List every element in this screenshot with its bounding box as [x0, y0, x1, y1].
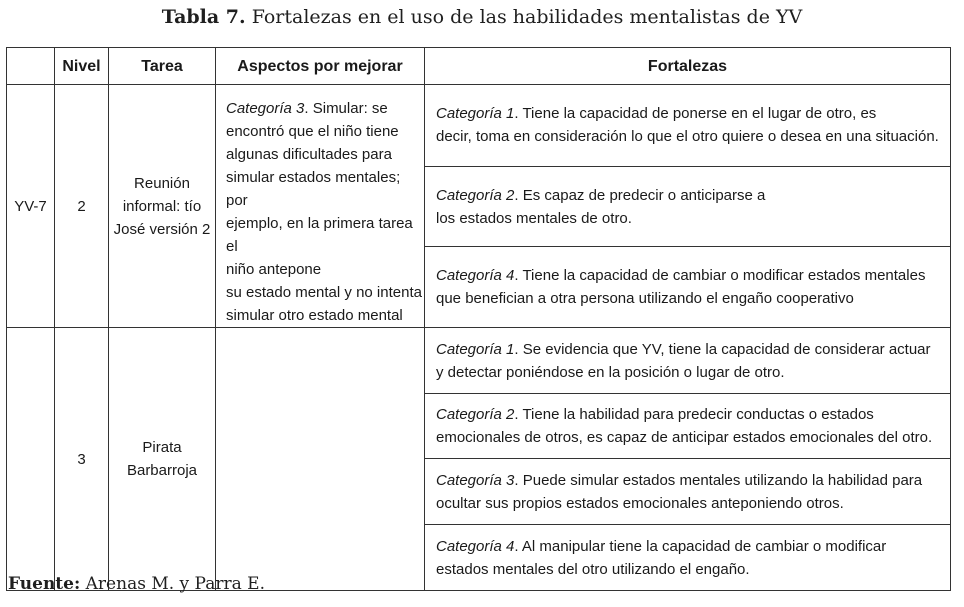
fortaleza-category: Categoría 2	[436, 186, 515, 204]
fortaleza-text: que benefician a otra persona utilizando el engaño cooperativo	[436, 290, 854, 308]
header-row	[7, 48, 951, 85]
fortaleza-cell	[425, 525, 951, 591]
table-row	[7, 85, 951, 167]
fortaleza-text: decir, toma en consideración lo que el otro quiere o desea en una situación.	[436, 128, 939, 146]
aspectos-line: ejemplo, en la primera tarea el	[226, 215, 413, 255]
fortaleza-text: emocionales de otros, es capaz de anticipar estados emocionales del otro.	[436, 429, 933, 446]
fortaleza-category: Categoría 3	[436, 471, 515, 489]
fortaleza-cell	[425, 85, 951, 167]
tarea-cell	[109, 328, 216, 591]
nivel-cell: 2	[55, 85, 109, 328]
aspectos-line: simular otro estado mental	[226, 307, 403, 324]
nivel-cell: 3	[55, 328, 109, 591]
fortaleza-text: . Se evidencia que YV, tiene la capacidad de considerar actuar	[514, 340, 931, 358]
fortaleza-text: . Tiene la habilidad para predecir conductas o estados	[514, 406, 874, 423]
tarea-line: José versión 2	[113, 220, 211, 238]
source-text: Arenas M. y Parra E.	[85, 574, 265, 594]
fortaleza-cell	[425, 247, 951, 328]
fortaleza-text: . Puede simular estados mentales utilizando la habilidad para	[514, 471, 923, 489]
header-fortalezas: Fortalezas	[425, 48, 951, 85]
fortaleza-cell	[425, 328, 951, 394]
source-label: Fuente:	[8, 574, 81, 594]
aspectos-line: simular estados mentales; por	[226, 169, 401, 209]
header-aspectos: Aspectos por mejorar	[216, 48, 425, 85]
fortaleza-category: Categoría 4	[436, 537, 515, 555]
fortaleza-category: Categoría 1	[436, 105, 515, 123]
fortaleza-text: . Tiene la capacidad de ponerse en el lugar de otro, es	[514, 105, 877, 123]
table-row	[7, 328, 951, 394]
tarea-cell	[109, 85, 216, 328]
fortaleza-cell	[425, 166, 951, 247]
header-blank	[7, 48, 55, 85]
fortaleza-text: los estados mentales de otro.	[436, 209, 632, 227]
aspectos-line: su estado mental y no intenta	[226, 284, 422, 301]
subject-cell: YV-7	[7, 85, 55, 328]
fortaleza-text: estados mentales del otro utilizando el engaño.	[436, 560, 750, 578]
source-note	[8, 574, 265, 594]
fortaleza-cell	[425, 394, 951, 459]
aspectos-line: algunas dificultades para	[226, 146, 392, 163]
aspectos-cell	[216, 328, 425, 591]
strengths-table	[6, 47, 951, 591]
header-tarea: Tarea	[109, 48, 216, 85]
subject-cell-empty	[7, 328, 55, 591]
table-caption-label: Tabla 7.	[161, 6, 246, 28]
fortaleza-category: Categoría 1	[436, 340, 515, 358]
aspectos-line: . Simular: se	[304, 100, 388, 117]
fortaleza-text: ocultar sus propios estados emocionales anteponiendo otros.	[436, 494, 844, 512]
fortaleza-text: . Tiene la capacidad de cambiar o modificar estados mentales	[514, 267, 926, 285]
tarea-line: Pirata	[142, 439, 182, 456]
aspectos-line: encontró que el niño tiene	[226, 123, 399, 140]
aspectos-cell	[216, 85, 425, 328]
aspectos-category: Categoría 3	[226, 100, 305, 117]
tarea-line: informal: tío	[122, 197, 202, 215]
tarea-line: Barbarroja	[126, 462, 198, 479]
fortaleza-text: . Es capaz de predecir o anticiparse a	[514, 186, 766, 204]
fortaleza-text: y detectar poniéndose en la posición o lugar de otro.	[436, 363, 785, 381]
fortaleza-cell	[425, 459, 951, 525]
table-caption	[0, 6, 964, 28]
fortaleza-category: Categoría 4	[436, 267, 515, 285]
fortaleza-category: Categoría 2	[436, 406, 515, 423]
table-caption-text: Fortalezas en el uso de las habilidades mentalistas de YV	[251, 6, 803, 28]
header-nivel: Nivel	[55, 48, 109, 85]
aspectos-line: niño antepone	[226, 261, 322, 278]
fortaleza-text: . Al manipular tiene la capacidad de cambiar o modificar	[514, 537, 887, 555]
tarea-line: Reunión	[134, 174, 190, 192]
